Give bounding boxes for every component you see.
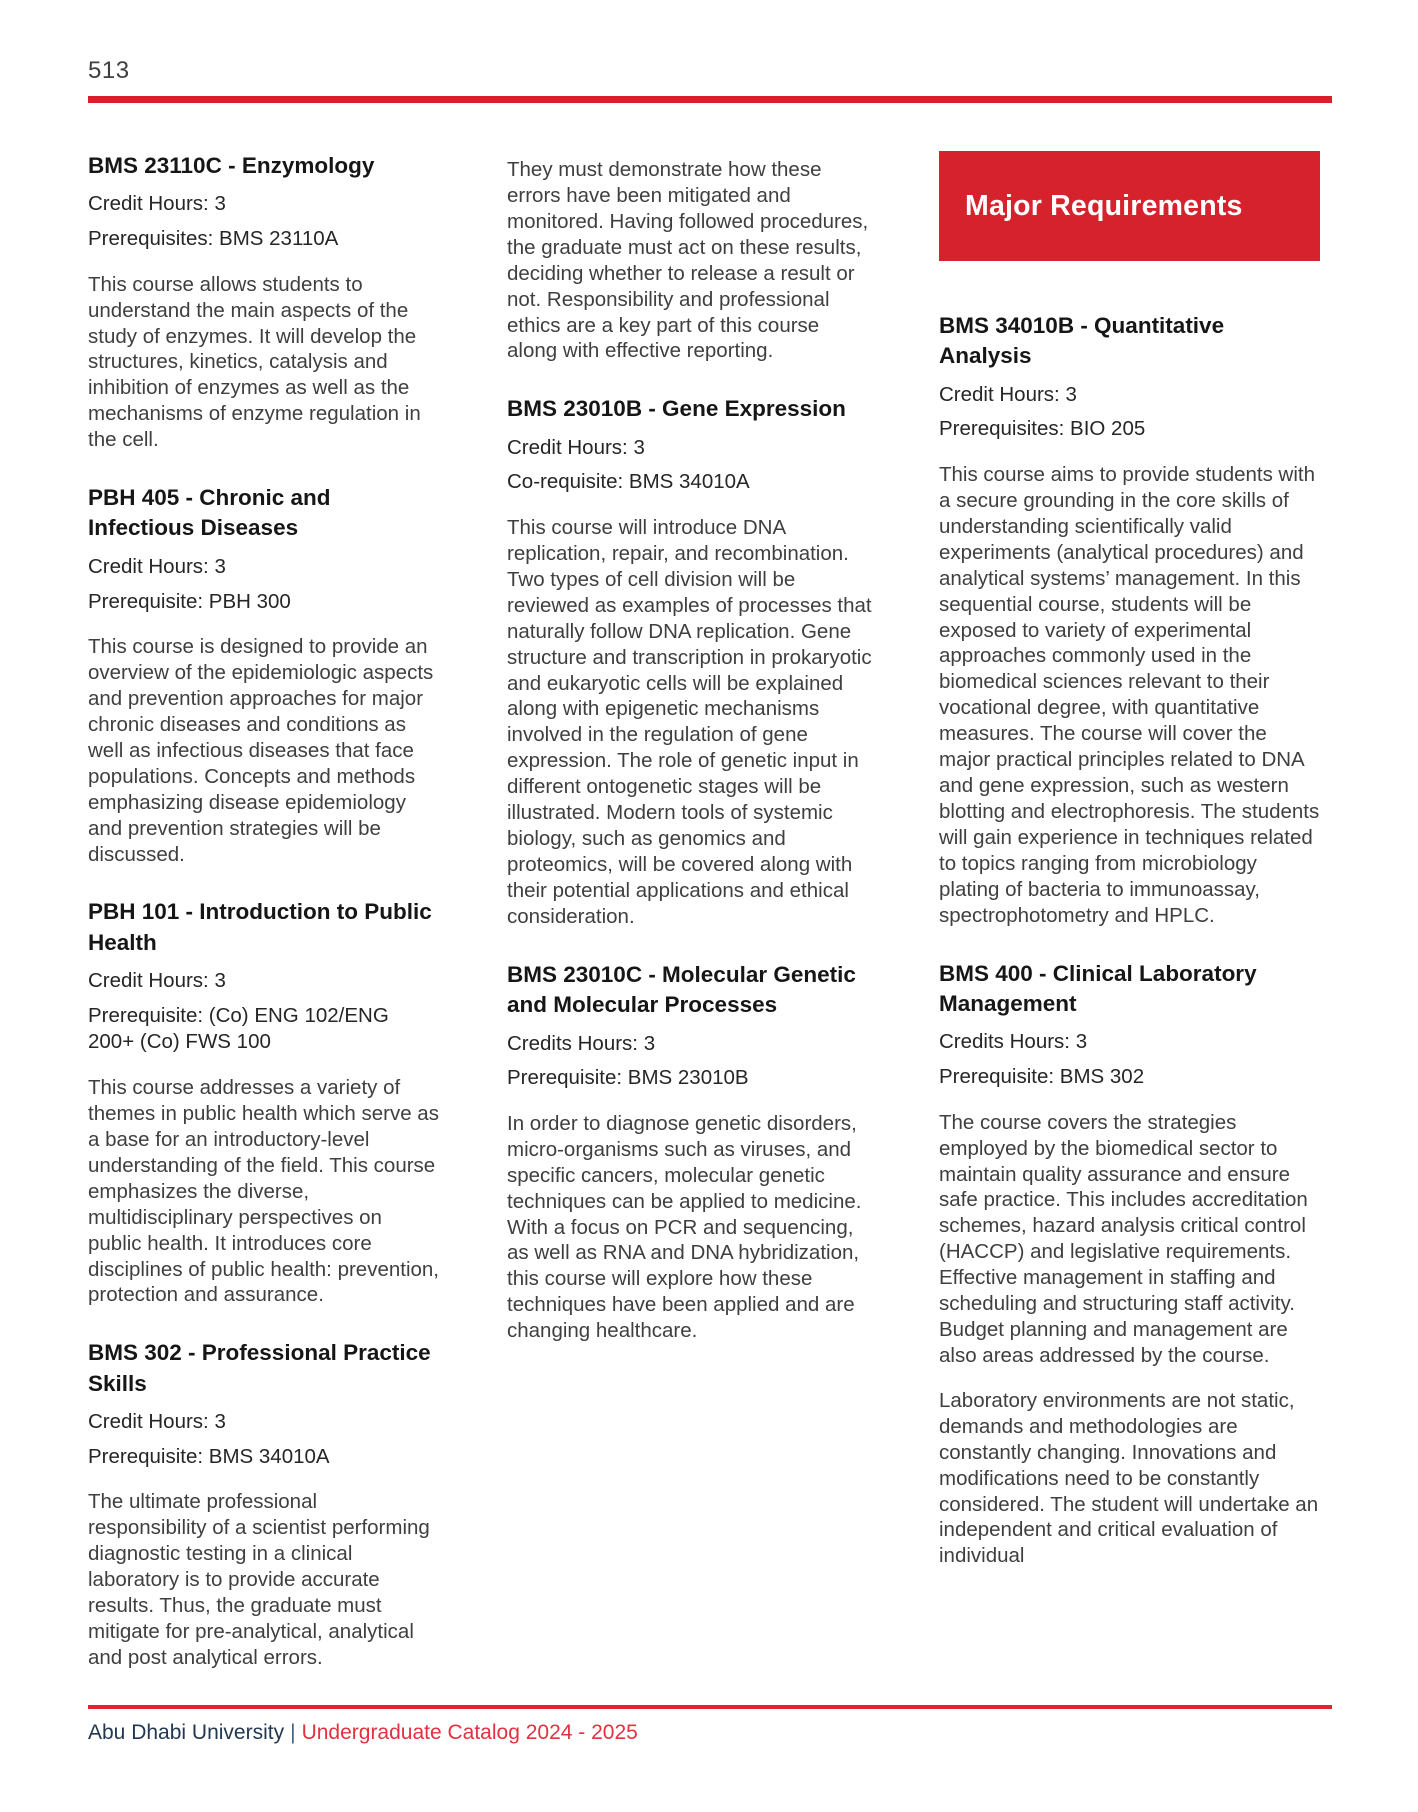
prerequisite: Prerequisite: (Co) ENG 102/ENG 200+ (Co) FWS 100 xyxy=(88,1003,389,1054)
credit-hours: Credit Hours: 3 xyxy=(88,969,226,993)
credit-hours: Credit Hours: 3 xyxy=(88,554,226,578)
page-footer xyxy=(88,1705,1332,1745)
credit-hours: Credits Hours: 3 xyxy=(507,1031,656,1055)
footer-text xyxy=(88,1721,1332,1745)
page-number: 513 xyxy=(88,57,130,84)
prerequisite: Prerequisite: BMS 23010B xyxy=(507,1066,749,1090)
course-entry xyxy=(939,959,1320,1570)
course-entry xyxy=(88,1338,440,1670)
course-description: The course covers the strategies employed by the biomedical sector to maintain quality assurance and ensure safe practice. This includes accreditation schemes, hazard analysis critical control (HACCP) and legislative requirements. Effective management in staffing and scheduling and structuring staff activity. Budget planning and management are also areas addressed by the course. xyxy=(939,1110,1308,1367)
footer-separator: | xyxy=(290,1721,296,1744)
header-rule xyxy=(88,96,1332,103)
footer-catalog-title: Undergraduate Catalog 2024 - 2025 xyxy=(301,1721,638,1744)
continuation-paragraph: They must demonstrate how these errors have been mitigated and monitored. Having followed procedures, the graduate must act on these results, deciding whether to release a result or not. Responsibility and professional ethics are a key part of this course along with effective reporting. xyxy=(507,158,869,363)
column-2 xyxy=(507,151,872,1344)
credit-hours: Credit Hours: 3 xyxy=(939,382,1077,406)
course-title: BMS 23110C - Enzymology xyxy=(88,153,375,178)
three-column-layout xyxy=(88,151,1332,1671)
course-title: BMS 23010C - Molecular Genetic and Molecular Processes xyxy=(507,961,856,1018)
course-entry xyxy=(88,897,440,1308)
credit-hours: Credit Hours: 3 xyxy=(507,435,645,459)
footer-rule xyxy=(88,1705,1332,1709)
course-title: BMS 302 - Professional Practice Skills xyxy=(88,1340,431,1396)
course-description: The ultimate professional responsibility of a scientist performing diagnostic testing in a clinical laboratory is to provide accurate results. Thus, the graduate must mitigate for pre-analytical, analytical and post analytical errors. xyxy=(88,1490,430,1669)
credit-hours: Credit Hours: 3 xyxy=(88,1410,226,1434)
footer-university-name: Abu Dhabi University xyxy=(88,1721,285,1744)
course-title: BMS 400 - Clinical Laboratory Management xyxy=(939,960,1257,1016)
co-requisite: Co-requisite: BMS 34010A xyxy=(507,470,750,494)
column-3 xyxy=(939,151,1320,1569)
major-requirements-label: Major Requirements xyxy=(965,189,1243,222)
course-description: Laboratory environments are not static, demands and methodologies are constantly changing. Innovations and modifications need to be constantly considered. The student will undertake an independent and critical evaluation of individual xyxy=(939,1388,1319,1568)
course-entry xyxy=(939,311,1320,929)
course-title: PBH 405 - Chronic and Infectious Diseases xyxy=(88,485,331,541)
course-title: PBH 101 - Introduction to Public Health xyxy=(88,899,432,955)
major-requirements-banner xyxy=(939,151,1320,261)
page-content xyxy=(88,0,1332,1671)
course-description: This course is designed to provide an overview of the epidemiologic aspects and prevention approaches for major chronic diseases and conditions as well as infectious diseases that face populations. Concepts and methods emphasizing disease epidemiology and prevention strategies will be discussed. xyxy=(88,635,434,866)
course-description: In order to diagnose genetic disorders, micro-organisms such as viruses, and specific cancers, molecular genetic techniques can be applied to medicine. With a focus on PCR and sequencing, as well as RNA and DNA hybridization, this course will explore how these techniques have been applied and are changing healthcare. xyxy=(507,1111,862,1343)
credit-hours: Credits Hours: 3 xyxy=(939,1030,1088,1054)
prerequisite: Prerequisites: BMS 23110A xyxy=(88,227,339,251)
course-entry xyxy=(507,394,872,929)
course-description: This course will introduce DNA replication, repair, and recombination. Two types of cell division will be reviewed as examples of processes that naturally follow DNA replication. Gene structure and transcription in prokaryotic and eukaryotic cells will be explained along with epigenetic mechanisms involved in the regulation of gene expression. The role of genetic input in different ontogenetic stages will be illustrated. Modern tools of systemic biology, such as genomics and proteomics, will be covered along with their potential applications and ethical consideration. xyxy=(507,516,872,928)
course-title: BMS 34010B - Quantitative Analysis xyxy=(939,313,1225,369)
prerequisite: Prerequisite: BMS 302 xyxy=(939,1065,1145,1089)
course-description: This course allows students to understand the main aspects of the study of enzymes. It will develop the structures, kinetics, catalysis and inhibition of enzymes as well as the mechanisms of enzyme regulation in the cell. xyxy=(88,272,421,452)
column-1 xyxy=(88,151,440,1671)
credit-hours: Credit Hours: 3 xyxy=(88,192,226,216)
course-title: BMS 23010B - Gene Expression xyxy=(507,396,846,422)
course-entry xyxy=(88,151,440,453)
prerequisite: Prerequisite: BMS 34010A xyxy=(88,1444,330,1468)
prerequisite: Prerequisite: PBH 300 xyxy=(88,589,291,613)
course-entry xyxy=(88,483,440,867)
course-description: This course addresses a variety of themes in public health which serve as a base for an introductory-level understanding of the field. This course emphasizes the diverse, multidisciplinary perspectives on public health. It introduces core disciplines of public health: prevention, protection and assurance. xyxy=(88,1076,439,1307)
course-entry xyxy=(507,960,872,1344)
course-description: This course aims to provide students with a secure grounding in the core skills of understanding scientifically valid experiments (analytical procedures) and analytical systems’ management. In this sequential course, students will be exposed to variety of experimental approaches commonly used in the biomedical sciences relevant to their vocational degree, with quantitative measures. The course will cover the major practical principles related to DNA and gene expression, such as western blotting and electrophoresis. The students will gain experience in techniques related to topics ranging from microbiology plating of bacteria to immunoassay, spectrophotometry and HPLC. xyxy=(939,463,1320,927)
prerequisite: Prerequisites: BIO 205 xyxy=(939,417,1146,441)
